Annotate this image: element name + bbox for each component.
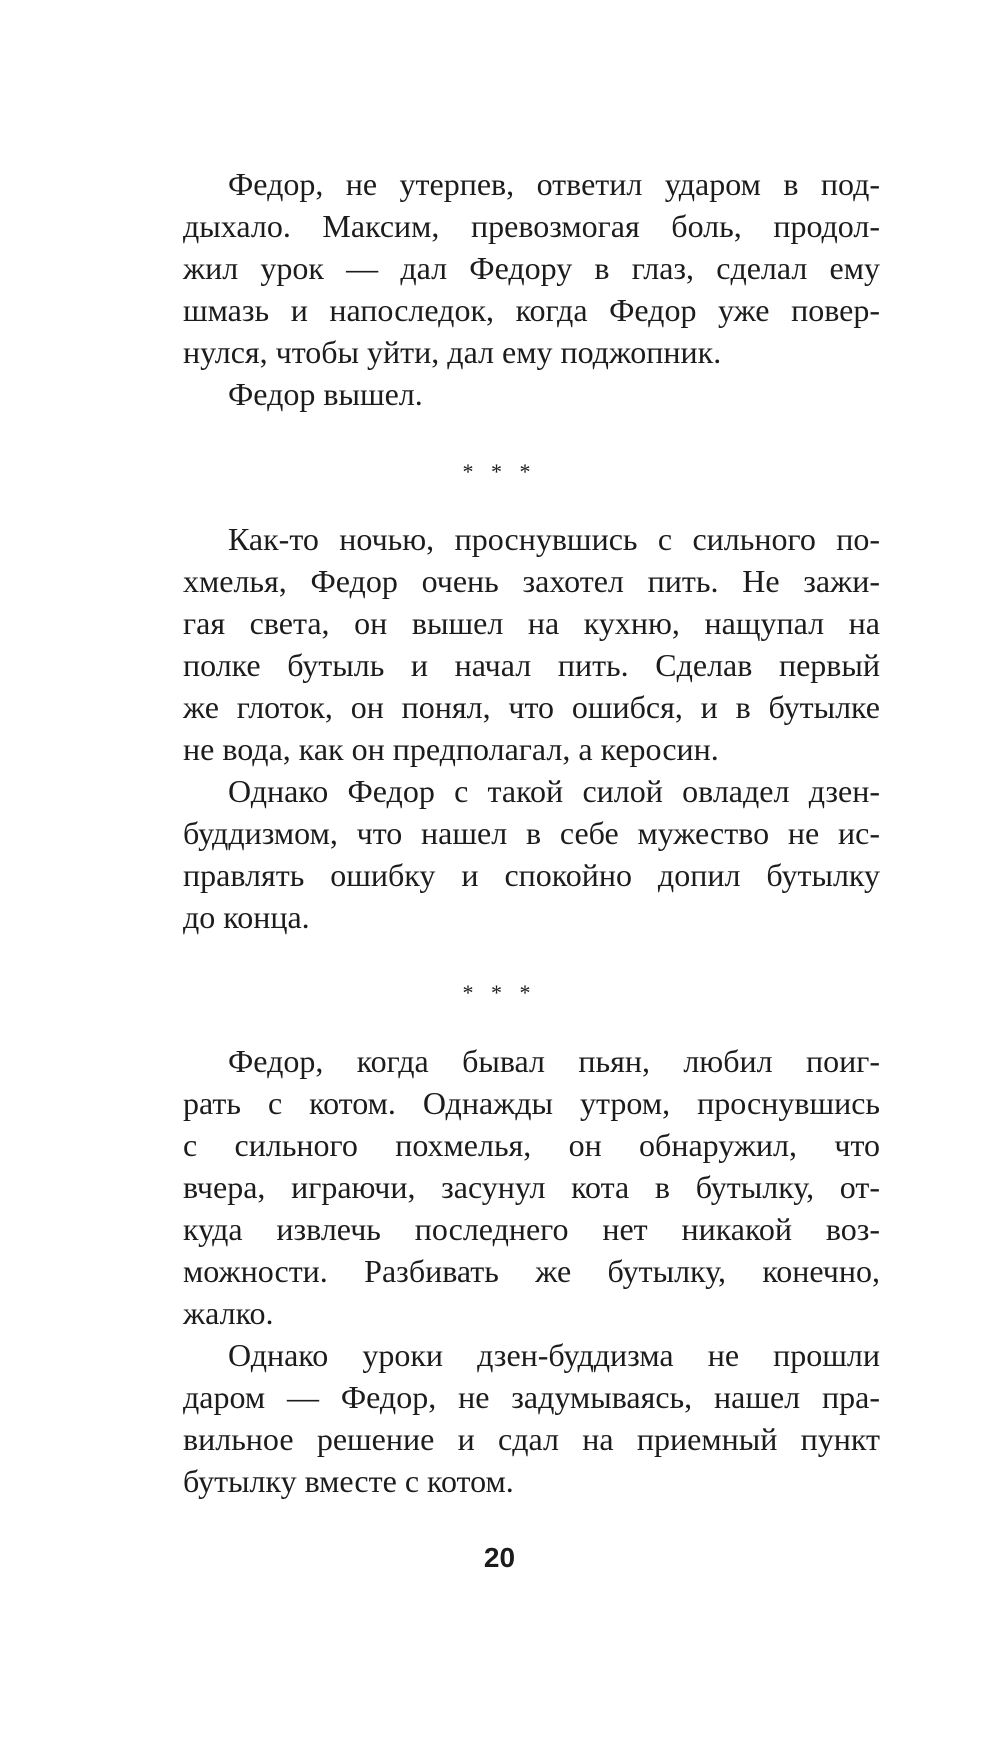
paragraph-line: рать с котом. Однажды утром, проснувшись	[183, 1085, 880, 1121]
paragraph-line: дыхало. Максим, превозмогая боль, продол-	[183, 208, 880, 244]
paragraph-line: жил урок — дал Федору в глаз, сделал ему	[183, 250, 880, 286]
paragraph-line: можности. Разбивать же бутылку, конечно,	[183, 1253, 880, 1289]
paragraph-line: Однако уроки дзен-буддизма не прошли	[228, 1337, 880, 1373]
paragraph-line: вчера, играючи, засунул кота в бутылку, от-	[183, 1169, 880, 1205]
paragraph-line: правлять ошибку и спокойно допил бутылку	[183, 857, 880, 893]
paragraph-line: Однако Федор с такой силой овладел дзен-	[228, 773, 880, 809]
page-number: 20	[483, 1542, 516, 1573]
paragraph-line: буддизмом, что нашел в себе мужество не ис-	[183, 815, 880, 851]
paragraph-line: куда извлечь последнего нет никакой воз-	[183, 1211, 880, 1247]
paragraph-line: вильное решение и сдал на приемный пункт	[183, 1421, 880, 1457]
paragraph-line: Федор, когда бывал пьян, любил поиг-	[228, 1043, 880, 1079]
paragraph-line: с сильного похмелья, он обнаружил, что	[183, 1127, 880, 1163]
paragraph-line: жалко.	[183, 1295, 274, 1331]
section-separator: * * *	[462, 980, 537, 1005]
section-separator: * * *	[462, 459, 537, 484]
paragraph-line: Как-то ночью, проснувшись с сильного по-	[228, 521, 880, 557]
paragraph-line: не вода, как он предполагал, а керосин.	[183, 731, 719, 767]
paragraph-line: до конца.	[183, 899, 310, 935]
paragraph-line: бутылку вместе с котом.	[183, 1463, 514, 1499]
paragraph-line: Федор, не утерпев, ответил ударом в под-	[228, 166, 880, 202]
paragraph-line: шмазь и напоследок, когда Федор уже повер-	[183, 292, 880, 328]
paragraph-line: Федор вышел.	[228, 376, 423, 412]
paragraph-line: полке бутыль и начал пить. Сделав первый	[183, 647, 880, 683]
paragraph-line: даром — Федор, не задумываясь, нашел пра-	[183, 1379, 880, 1415]
paragraph-line: нулся, чтобы уйти, дал ему поджопник.	[183, 334, 722, 370]
paragraph-line: гая света, он вышел на кухню, нащупал на	[183, 605, 880, 641]
paragraph-line: хмелья, Федор очень захотел пить. Не зажи-	[183, 563, 880, 599]
paragraph-line: же глоток, он понял, что ошибся, и в бутылке	[183, 689, 880, 725]
